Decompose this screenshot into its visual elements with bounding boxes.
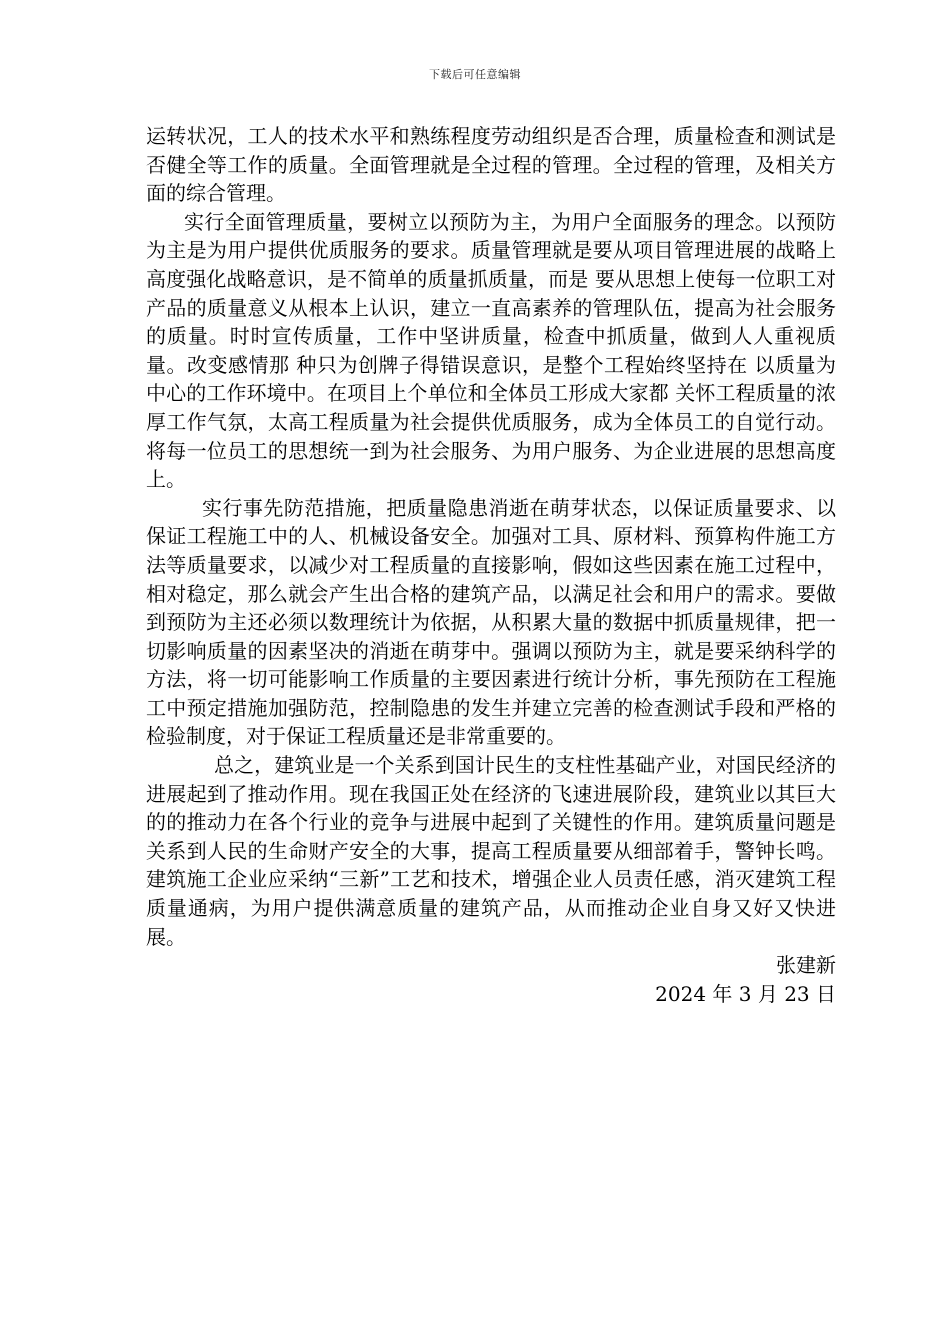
paragraph-3: 实行事先防范措施，把质量隐患消逝在萌芽状态，以保证质量要求、以保证工程施工中的人、机械设备安全。加强对工具、原材料、预算构件施工方法等质量要求，以减少对工程质量的直接影响，假如这些因素在施工过程中，相对稳定，那么就会产生出合格的建筑产品，以满足社会和用户的需求。要做到预防为主还必须以数理统计为依据，从积累大量的数据中抓质量规律，把一切影响质量的因素坚决的消逝在萌芽中。强调以预防为主，就是要采纳科学的方法，将一切可能影响工作质量的主要因素进行统计分析，事先预防在工程施工中预定措施加强防范，控制隐患的发生并建立完善的检查测试手段和严格的检验制度，对于保证工程质量还是非常重要的。 (146, 495, 836, 749)
paragraph-2: 实行全面管理质量，要树立以预防为主，为用户全面服务的理念。以预防为主是为用户提供优质服务的要求。质量管理就是要从项目管理进展的战略上高度强化战略意识，是不简单的质量抓质量，而是 要从思想上使每一位职工对产品的质量意义从根本上认识，建立一直高素养的管理队伍，提高为社会服务的质量。时时宣传质量，工作中坚讲质量，检查中抓质量，做到人人重视质量。改变感情那 种只为创牌子得错误意识，是整个工程始终坚持在 以质量为中心的工作环境中。在项目上个单位和全体员工形成大家都 关怀工程质量的浓厚工作气氛，太高工程质量为社会提供优质服务，成为全体员工的自觉行动。将每一位员工的思想统一到为社会服务、为用户服务、为企业进展的思想高度上。 (146, 209, 836, 492)
paragraph-4: 总之，建筑业是一个关系到国计民生的支柱性基础产业，对国民经济的进展起到了推动作用。现在我国正处在经济的飞速进展阶段，建筑业以其巨大的的推动力在各个行业的竞争与进展中起到了关键性的作用。建筑质量问题是关系到人民的生命财产安全的大事，提高工程质量要从细部着手，警钟长鸣。建筑施工企业应采纳“三新”工艺和技术，增强企业人员责任感，消灭建筑工程质量通病，为用户提供满意质量的建筑产品，从而推动企业自身又好又快进展。 (146, 753, 836, 949)
signature-date: 2024 年 3 月 23 日 (655, 981, 836, 1006)
page-header: 下载后可任意编辑 (429, 68, 521, 81)
paragraph-1: 运转状况，工人的技术水平和熟练程度劳动组织是否合理，质量检查和测试是否健全等工作的质量。全面管理就是全过程的管理。全过程的管理，及相关方面的综合管理。 (146, 124, 836, 206)
document-body (146, 122, 836, 1008)
signature-name: 张建新 (776, 953, 836, 978)
